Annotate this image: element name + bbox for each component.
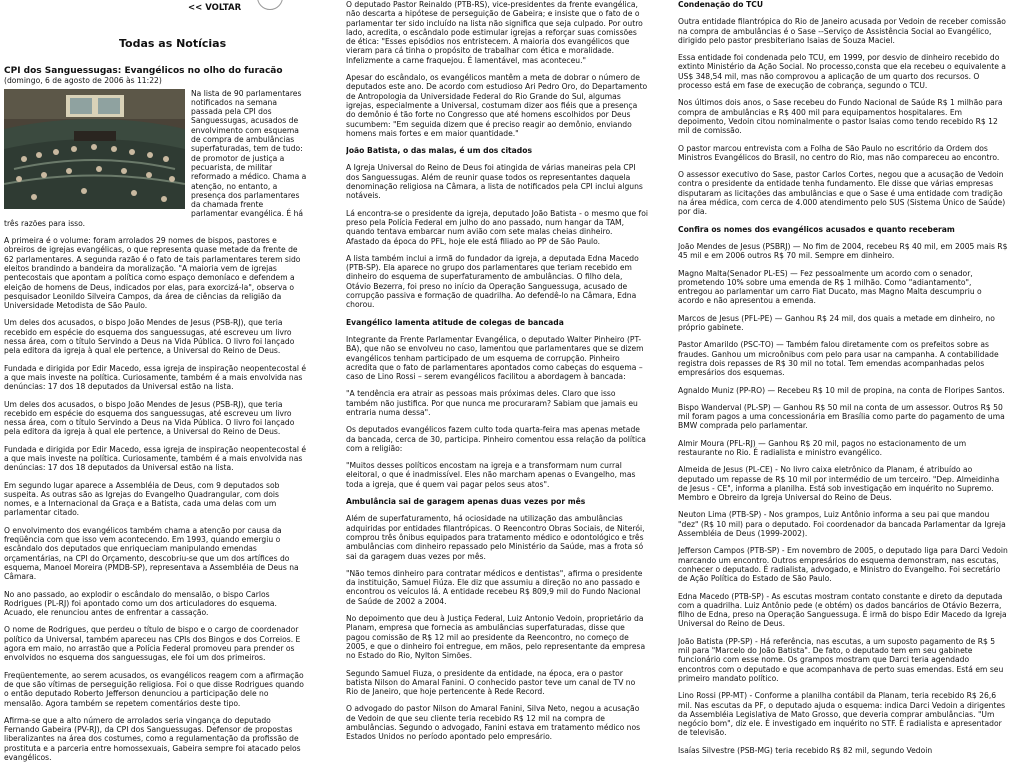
article-paragraph: Pastor Amarildo (PSC-TO) — Também falou diretamente com os prefeitos sobre as fraudes. Ganhou um microônibus com pelo para usar na campanha. A contabilidade registra dois repasses de R$ 30 mil no total. Tem emendas acompanhadas pelos empresários dos esquemas. <box>678 340 999 378</box>
section-title: Todas as Notícias <box>119 37 227 50</box>
article-paragraph: Os deputados evangélicos fazem culto toda quarta-feira mas apenas metade da bancada, cerca de 30, participa. Pinheiro comentou essa relação da política com a religião: <box>346 425 646 453</box>
article-paragraph: Afirma-se que a alto número de arrolados seria vingança do deputado Fernando Gabeira (PV-RJ), da CPI dos Sanguessugas. Defensor de propostas liberalizantes na área dos costumes, como a regulamentação da profissão de prostituta e a parceria entre homossexuais, Gabeira sempre foi atacado pelos evangélicos. <box>4 715 301 762</box>
article-paragraph: Edna Macedo (PTB-SP) - As escutas mostram contato constante e direto da deputada com a quadrilha. Luiz Antônio pede (e obtém) os dados bancários de Otávio Bezerra, filho de Edna, preso na Operação Sanguessuga. É irmã do bispo Edir Macedo da Igreja Universal do Reino de Deus. <box>678 591 1007 629</box>
article-paragraph: Segundo Samuel Fiuza, o presidente da entidade, na época, era o pastor batista Nilson do Amaral Fanini. O conhecido pastor teve um canal de TV no Rio de Janeiro, que hoje pertencente à Rede Record. <box>346 668 636 697</box>
article-headline: CPI dos Sanguessugas: Evangélicos no olho do furacão <box>4 66 283 77</box>
article-paragraph: O advogado do pastor Nilson do Amaral Fanini, Silva Neto, negou a acusação de Vedoin de que seu cliente teria recebido R$ 12 mil na compra de ambulâncias. Segundo o advogado, Fanini estava em tratamento médico nos Estados Unidos no período apontado pelo empresário. <box>346 704 641 742</box>
article-paragraph: Um deles dos acusados, o bispo João Mendes de Jesus (PSB-RJ), que teria recebido em espécie do esquema dos sanguessugas, até escreveu um livro nessa área, com o título Servindo a Deus na Vida Pública. O livro foi lançado pela editora da igreja à qual ele pertence, a Universal do Reino de Deus. <box>4 399 295 437</box>
article-paragraph: No depoimento que deu à Justiça Federal, Luiz Antonio Vedoin, proprietário da Planam, empresa que fornecia as ambulâncias superfaturadas, disse que pagou comissão de R$ 12 mil ao presidente da Reencontro, no começo de 2005, e que o dinheiro foi entregue, em mãos, pelo representante da empresa no Estado do Rio, Nylton Simões. <box>346 614 646 661</box>
article-column-3 <box>678 0 1008 768</box>
section-subheading: Ambulância sai de garagem apenas duas vezes por mês <box>346 497 586 507</box>
section-subheading: Condenação do TCU <box>678 0 764 9</box>
article-paragraph: Na lista de 90 parlamentares notificados na semana passada pela CPI dos Sanguessugas, acusados de envolvimento com esquema de compra de ambulâncias superfaturadas, tem de tudo: de promotor de justiça a pecuarista, de militar reformado a médico. Chama a atenção, no entanto, a presença dos parlamentares da chamada frente parlamentar evangélica. É há três razões para isso. <box>4 88 307 228</box>
article-paragraph: Integrante da Frente Parlamentar Evangélica, o deputado Walter Pinheiro (PT-BA), que não se envolveu no caso, lamentou que parlamentares que se dizem evangélicos tenham participado de um esquema de corrupção. Pinheiro acredita que o fato de parlamentares apontados como cabeças do esquema – caso de Lino Rossi – serem evangélicos facilitou a abordagem à bancada: <box>346 334 644 382</box>
section-subheading: João Batista, o das malas, é um dos citados <box>346 146 532 156</box>
article-paragraph: A primeira é o volume: foram arrolados 29 nomes de bispos, pastores e obreiros de igrejas evangélicas, o que representa quase metade da frente de 62 parlamentares. A segunda razão é o fato de tais parlamentares terem sido eleitos brandindo a bandeira da moralização. "A maioria vem de igrejas pentecostais que apontam a política como espaço demoníaco e defendem a eleição de homens de Deus, indicados por elas, para exorcizá-la", observa o pesquisador Leonildo Silveira Campos, da área de ciências da religião da Universidade Metodista de São Paulo. <box>4 236 301 311</box>
article-column-1 <box>4 0 308 768</box>
plenary-photo-image <box>4 89 185 209</box>
article-paragraph: Apesar do escândalo, os evangélicos mantêm a meta de dobrar o número de deputados este ano. De acordo com estudioso Ari Pedro Oro, do Departamento de Antropologia da Universidade Federal do Rio Grande do Sul, algumas igrejas, especialmente a Universal, costumam dizer aos fiéis que a presença do demônio é tão forte no Congresso que até homens escolhidos por Deus sucumbem: "Em seguida dizem que é preciso reagir ao demônio, enviando homens mais fortes e em maior quantidade." <box>346 73 648 138</box>
article-paragraph: Bispo Wanderval (PL-SP) — Ganhou R$ 50 mil na conta de um assessor. Outros R$ 50 mil foram pagos a uma concessionária em Brasília como parte do pagamento de uma BMW comprada pelo parlamentar. <box>678 402 1005 431</box>
article-paragraph: O pastor marcou entrevista com a Folha de São Paulo no escritório da Ordem dos Ministros Evangélicos do Brasil, no centro do Rio, mas não compareceu ao encontro. <box>678 143 1000 162</box>
article-paragraph: Neuton Lima (PTB-SP) - Nos grampos, Luiz Antônio informa a seu pai que mandou "dez" (R$ 10 mil) para o deputado. Foi coordenador da bancada Parlamentar da Igreja Assembléia de Deus (1999-2002). <box>678 510 1006 539</box>
article-paragraph: No ano passado, ao explodir o escândalo do mensalão, o bispo Carlos Rodrigues (PL-RJ) foi apontado como um dos articuladores do esquema. Acuado, ele renunciou antes de enfrentar a cassação. <box>4 589 277 618</box>
article-paragraph: Almeida de Jesus (PL-CE) - No livro caixa eletrônico da Planam, é atribuído ao deputado um repasse de R$ 10 mil por intermédio de um terceiro. "Dep. Almeidinha de Jesus - CE", informa a planilha. Está sob investigação em inquérito no Supremo. Membro e Obreiro da Igreja Universal do Reino de Deus. <box>678 465 1000 503</box>
article-paragraph: Magno Malta(Senador PL-ES) — Fez pessoalmente um acordo com o senador, prometendo 10% sobre uma emenda de R$ 1 milhão. Como "adiantamento", entregou ao parlamentar um carro Fiat Ducato, mas Magno Malta descumpriu o acordo e não apresentou a emenda. <box>678 268 982 306</box>
article-paragraph: "Não temos dinheiro para contratar médicos e dentistas", afirma o presidente da instituição, Samuel Fiúza. Ele diz que assumiu a direção no ano passado e encontrou os veículos lá. A entidade recebeu R$ 809,9 mil do Fundo Nacional de Saúde de 2002 a 2004. <box>346 568 643 606</box>
article-paragraph: Marcos de Jesus (PFL-PE) — Ganhou R$ 24 mil, dos quais a metade em dinheiro, no próprio gabinete. <box>678 313 995 333</box>
article-paragraph: Lino Rossi (PP-MT) - Conforme a planilha contábil da Planam, teria recebido R$ 26,6 mil. Nas escutas da PF, o deputado ajuda o esquema: indica Darci Vedoin a dirigentes da Assembléia Legislativa de Mato Grosso, que deveria comprar ambulâncias. "Um negócio bom", diz ele. É investigado em inquérito no STF. É radialista e apresentador de televisão. <box>678 691 1006 738</box>
plenary-photo <box>4 89 185 209</box>
article-paragraph: O deputado Pastor Reinaldo (PTB-RS), vice-presidentes da frente evangélica, não descarta a hipótese de perseguição de Gabeira; e insiste que o fato de o parlamentar ter sido incluído na lista não significa que seja culpado. Por outro lado, acredita, o escândalo pode estimular igrejas a reforçar suas comissões de ética: "Esses episódios nos entristecem. A maioria dos evangélicos que vieram para cá tinha o propósito de trabalhar com ética e moralidade. Infelizmente a carne fraquejou. É lamentável, mas aconteceu." <box>346 0 643 65</box>
article-paragraph: Freqüentemente, ao serem acusados, os evangélicos reagem com a afirmação de que são vítimas de perseguição religiosa. Foi o que disse Rodrigues quando o então deputado Roberto Jefferson denunciou a participação dele no mensalão. Agora também se repetem comentários deste tipo. <box>4 670 304 708</box>
article-paragraph: Nos últimos dois anos, o Sase recebeu do Fundo Nacional de Saúde R$ 1 milhão para compra de ambulâncias e R$ 400 mil para equipamentos hospitalares. Em depoimento, Vedoin citou nominalmente o pastor Isaias como tendo recebido R$ 12 mil de comissão. <box>678 98 1003 136</box>
article-paragraph: O assessor executivo do Sase, pastor Carlos Cortes, negou que a acusação de Vedoin contra o presidente da entidade tenha fundamento. Ele disse que várias empresas disputaram as licitações das ambulâncias e que o Sase é uma entidade com tradição na área médica, com cerca de 4.000 atendimento pelo SUS (Sistema Único de Saúde) por dia. <box>678 170 1006 217</box>
article-paragraph: "Muitos desses políticos encostam na igreja e a transformam num curral eleitoral, o que é inadmissível. Eles não marcham apenas o Evangelho, mas toda a igreja, que é quem vai pagar pelos seus atos". <box>346 461 636 489</box>
article-column-2 <box>346 0 648 768</box>
back-link[interactable]: << VOLTAR <box>188 3 242 13</box>
article-paragraph: O envolvimento dos evangélicos também chama a atenção por causa da freqüência com que isso vem acontecendo. Em 1993, quando emergiu o escândalo dos deputados que enriqueciam manipulando emendas orçamentárias, na CPI do Orçamento, descobriu-se que um dos artífices do esquema, Manoel Moreira (PMDB-SP), representava a Assembléia de Deus na Câmara. <box>4 525 299 582</box>
section-subheading: Confira os nomes dos evangélicos acusados e quanto receberam <box>678 224 955 234</box>
column-2-body <box>346 0 648 742</box>
article-paragraph: Lá encontra-se o presidente da igreja, deputado João Batista - o mesmo que foi preso pela Polícia Federal em julho do ano passado, num hangar da TAM, quando tentava embarcar num avião com sete malas cheias dinheiro. Afastado da época do PFL, hoje ele está filiado ao PP de São Paulo. <box>346 208 648 246</box>
article-paragraph: Almir Moura (PFL-RJ) — Ganhou R$ 20 mil, pagos no estacionamento de um restaurante no Rio. É radialista e ministro evangélico. <box>678 438 967 457</box>
article-paragraph: João Batista (PP-SP) - Há referência, nas escutas, a um suposto pagamento de R$ 5 mil para "Marcelo do João Batista". De fato, o deputado tem em seu gabinete funcionário com esse nome. Os grampos mostram que Darci teria agendado encontros com o deputado e que acompanhava de perto suas emendas. Está em seu primeiro mandato político. <box>678 636 1004 683</box>
section-subheading: Evangélico lamenta atitude de colegas de bancada <box>346 317 564 327</box>
article-paragraph: Jefferson Campos (PTB-SP) - Em novembro de 2005, o deputado liga para Darci Vedoin marcando um encontro. Outros empresários do esquema demonstram, nas escutas, conhecer o deputado. É radialista, advogado, e Ministro do Evangelho. Foi secretário de Ação Política do Estado de São Paulo. <box>678 546 1008 584</box>
article-paragraph: Outra entidade filantrópica do Rio de Janeiro acusada por Vedoin de receber comissão na compra de ambulâncias é o Sase --Serviço de Assistência Social ao Evangélico, dirigido pelo pastor presbiteriano Isaias de Souza Maciel. <box>678 17 1006 45</box>
article-paragraph: Fundada e dirigida por Edir Macedo, essa igreja de inspiração neopentecostal é a que mais investe na política. Curiosamente, também é a mais envolvida nas denúncias: 17 dos 18 deputados da Universal estão na lista. <box>4 444 307 473</box>
column-3-body <box>678 0 1008 755</box>
article-paragraph: Agnaldo Muniz (PP-RO) — Recebeu R$ 10 mil de propina, na conta de Floripes Santos. <box>678 385 1005 395</box>
article-dateline: (domingo, 6 de agosto de 2006 às 11:22) <box>4 76 162 86</box>
article-paragraph: "A tendência era atrair as pessoas mais próximas deles. Claro que isso também não justifica. Por que nunca me procuraram? Sabiam que jamais eu entraria numa dessa". <box>346 389 638 417</box>
article-paragraph: João Mendes de Jesus (PSBRJ) — No fim de 2004, recebeu R$ 40 mil, em 2005 mais R$ 45 mil e em 2006 outros R$ 70 mil. Sempre em dinheiro. <box>678 241 1008 261</box>
article-paragraph: A Igreja Universal do Reino de Deus foi atingida de várias maneiras pela CPI dos Sanguessugas. Além de reunir quase todos os representantes daquela denominação religiosa na Câmara, a lista de notificados pela CPI inclui alguns notáveis. <box>346 163 643 201</box>
article-paragraph: Isaías Silvestre (PSB-MG) teria recebido R$ 82 mil, segundo Vedoin <box>678 745 933 755</box>
article-paragraph: Em segundo lugar aparece a Assembléia de Deus, com 9 deputados sob suspeita. As outras são as Igrejas do Evangelho Quadrangular, com dois nomes, e a Internacional da Graça e a Batista, cada uma delas com um parlamentar citado. <box>4 480 280 518</box>
article-paragraph: A lista também inclui a irmã do fundador da igreja, a deputada Edna Macedo (PTB-SP). Ela aparece no grupo dos parlamentares que teriam recebido em dinheiro do esquema de superfaturamento de ambulâncias. O filho dela, Otávio Bezerra, foi preso no início da Operação Sanguessuga, acusado de corrupção passiva e formação de quadrilha. Ao defendê-lo na Câmara, Edna chorou. <box>346 253 639 310</box>
article-paragraph: Um deles dos acusados, o bispo João Mendes de Jesus (PSB-RJ), que teria recebido em espécie do esquema dos sanguessugas, até escreveu um livro nessa área, com o título Servindo a Deus na Vida Pública. O livro foi lançado pela editora da igreja à qual ele pertence, a Universal do Reino de Deus. <box>4 318 295 356</box>
article-paragraph: Essa entidade foi condenada pelo TCU, em 1999, por desvio de dinheiro recebido do extinto Ministério da Ação Social. No processo,consta que ela recebeu o equivalente a US$ 348,54 mil, mas não comprovou a aplicação de um quarto dos recursos. O processo está em fase de execução de cobrança, segundo o TCU. <box>678 53 1006 91</box>
article-paragraph: O nome de Rodrigues, que perdeu o título de bispo e o cargo de coordenador político da Universal, também apareceu nas CPIs dos Bingos e dos Correios. E agora em maio, no arrastão que a Polícia Federal promoveu para prender os envolvidos no esquema dos sanguessugas, ele foi um dos primeiros. <box>4 625 301 663</box>
article-paragraph: Fundada e dirigida por Edir Macedo, essa igreja de inspiração neopentecostal é a que mais investe na política. Curiosamente, também é a mais envolvida nas denúncias: 17 dos 18 deputados da Universal estão na lista. <box>4 363 307 392</box>
article-paragraph: Além de superfaturamento, há ociosidade na utilização das ambulâncias adquiridas por entidades filantrópicas. O Reencontro Obras Sociais, de Niterói, comprou três ônibus equipados para tratamento médico e odontológico e três ambulâncias com dinheiro repassado pelo Ministério da Saúde, mas a frota só sai da garagem duas vezes por mês. <box>346 514 645 561</box>
